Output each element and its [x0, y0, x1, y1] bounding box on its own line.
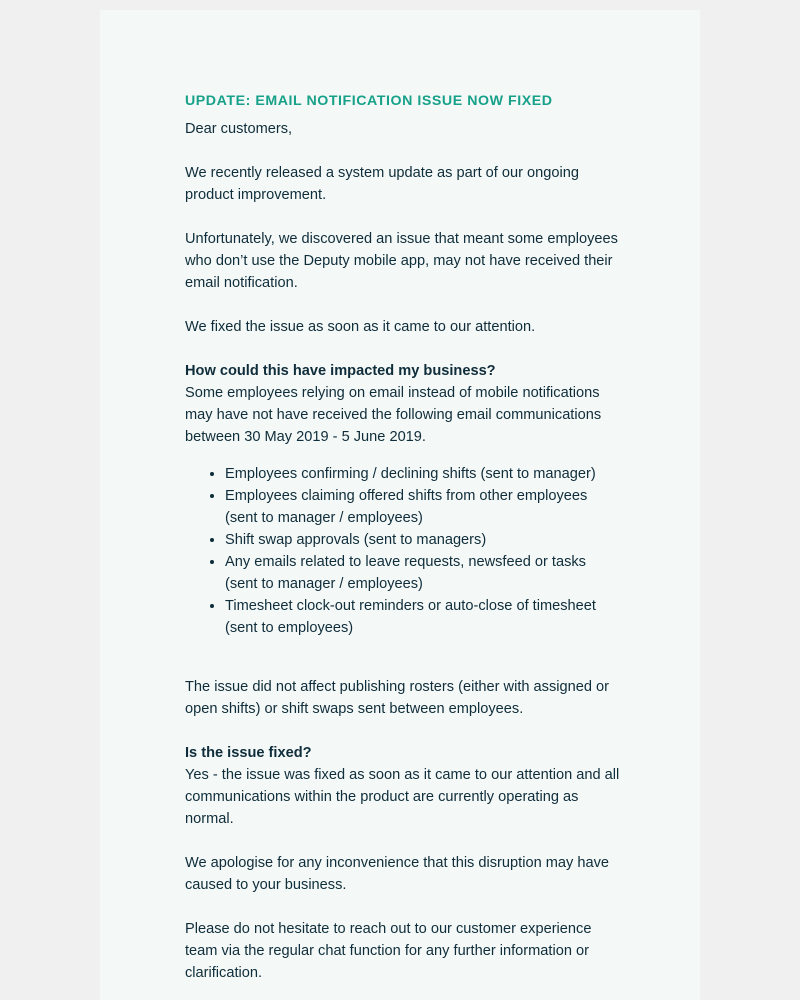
list-item: • Timesheet clock-out reminders or auto-close of timesheet (sent to employees): [225, 595, 621, 639]
list-item: • Employees confirming / declining shifts (sent to manager): [225, 463, 621, 485]
affected-list: [185, 448, 621, 639]
fixed-section: [185, 742, 621, 830]
list-item: • Any emails related to leave requests, newsfeed or tasks (sent to manager / employees): [225, 551, 621, 595]
list-item: • Employees claiming offered shifts from other employees (sent to manager / employees): [225, 485, 621, 529]
contact-paragraph: Please do not hesitate to reach out to our customer experience team via the regular chat function for any further information or clarification.: [185, 921, 592, 981]
email-body: [185, 92, 621, 1000]
impact-body: Some employees relying on email instead of mobile notifications may have not have received the following email communications between 30 May 2019 - 5 June 2019.: [185, 385, 602, 445]
impact-title: How could this have impacted my business?: [185, 363, 496, 379]
intro-paragraph: We recently released a system update as part of our ongoing product improvement.: [185, 165, 579, 203]
issue-paragraph: Unfortunately, we discovered an issue that meant some employees who don’t use the Deputy mobile app, may not have received their email notification.: [185, 231, 618, 291]
apology-paragraph: We apologise for any inconvenience that this disruption may have caused to your business.: [185, 855, 610, 893]
fixed-note-paragraph: We fixed the issue as soon as it came to our attention.: [185, 319, 536, 335]
not-affected-paragraph: The issue did not affect publishing rosters (either with assigned or open shifts) or shift swaps sent between employees.: [185, 679, 609, 717]
impact-section: [185, 360, 621, 448]
email-heading: UPDATE: EMAIL NOTIFICATION ISSUE NOW FIXED: [185, 93, 553, 109]
greeting: Dear customers,: [185, 121, 293, 137]
list-item: • Shift swap approvals (sent to managers): [225, 529, 621, 551]
fixed-body: Yes - the issue was fixed as soon as it came to our attention and all communications within the product are currently operating as normal.: [185, 767, 620, 827]
fixed-title: Is the issue fixed?: [185, 745, 312, 761]
email-card: [100, 10, 700, 1000]
